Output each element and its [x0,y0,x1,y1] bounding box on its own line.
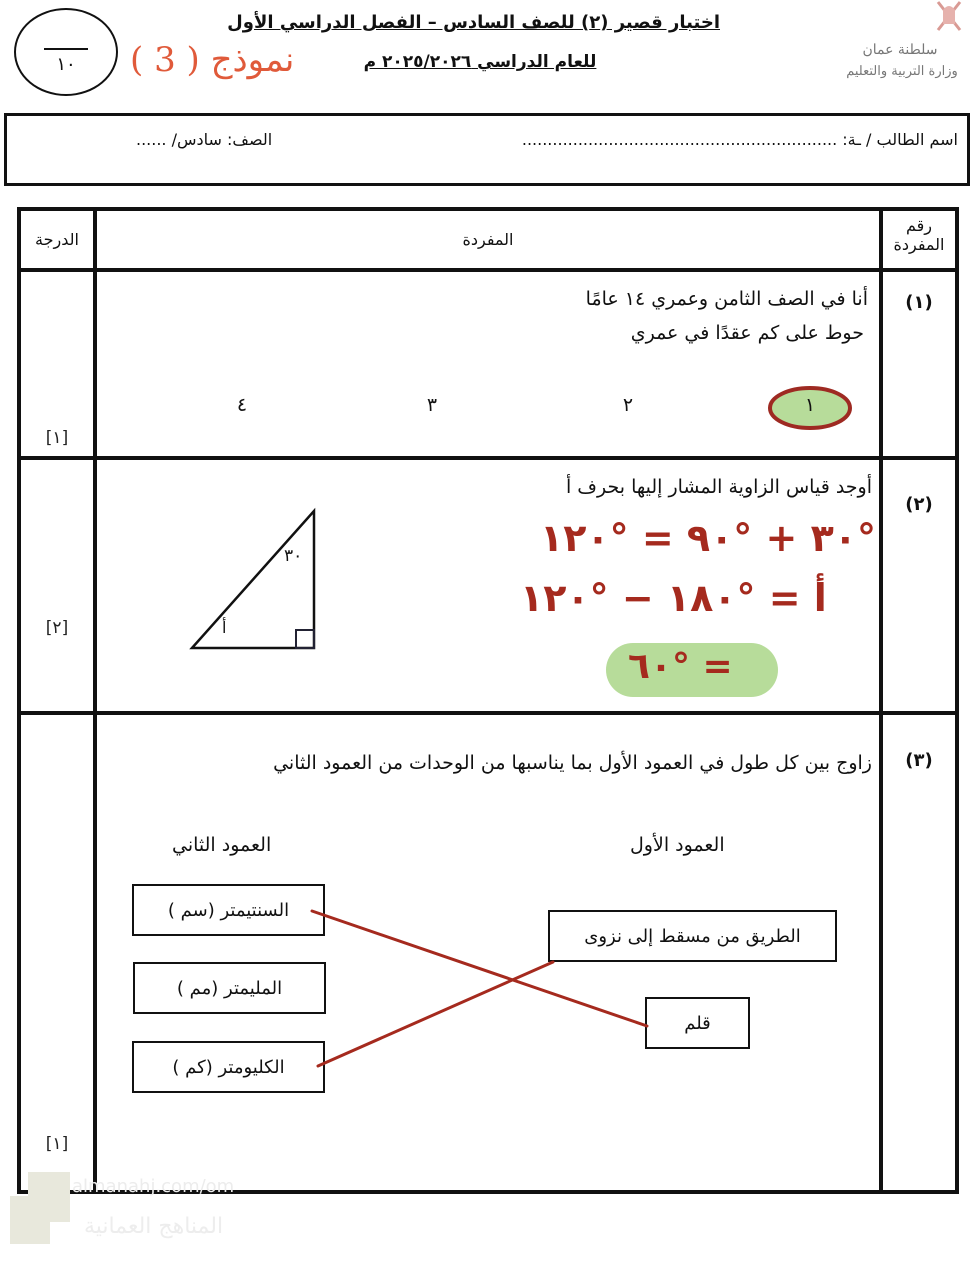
score-circle [14,8,118,96]
column-divider-number [879,207,883,1194]
unit-centimeter-box[interactable]: السنتيمتر (سم ) [132,884,325,936]
row-divider-1 [17,456,959,460]
handwritten-step-2: أ = °١٨٠ − °١٢٠ [520,576,827,620]
option-1[interactable]: ١ [804,394,816,416]
header-item-number-line2: المفردة [893,235,945,254]
header-item-number [886,216,952,254]
watermark-logo-square-2 [10,1196,50,1244]
header-row-divider [17,268,959,272]
option-2[interactable]: ٢ [622,394,634,416]
exam-title: اختبار قصير (٢) للصف السادس – الفصل الدراسي الأول [227,12,720,33]
length-road-box[interactable]: الطريق من مسقط إلى نزوى [548,910,837,962]
row-divider-2 [17,711,959,715]
column-divider-grade [93,207,97,1194]
handwritten-answer: = °٦٠ [628,646,733,687]
column1-title: العمود الأول [630,834,725,856]
question-number-2: (٢) [905,494,933,515]
question-number-1: (١) [905,292,933,313]
emblem-icon [938,2,960,30]
score-fraction-line [44,48,88,50]
handwritten-step-1: °٣٠ + °٩٠ = °١٢٠ [540,516,876,560]
watermark-name: المناهج العمانية [84,1214,224,1239]
match-line-pen-centimeter [312,911,647,1026]
logo-text-sultanate: سلطنة عمان [862,42,938,58]
question-1-text-line1: أنا في الصف الثامن وعمري ١٤ عامًا [585,288,868,310]
length-pen-box[interactable]: قلم [645,997,750,1049]
model-label: نموذج ( 3 ) [130,40,295,80]
student-class-field[interactable]: الصف: سادس/ ...... [136,130,273,149]
student-name-field[interactable]: اسم الطالب / ـة: .............................................................. [521,130,958,149]
option-4[interactable]: ٤ [236,394,248,416]
student-info-box [4,113,970,186]
matching-lines [300,900,660,1080]
unit-millimeter-box[interactable]: المليمتر (مم ) [133,962,326,1014]
score-total: ١٠ [56,54,76,75]
question-1-text-line2: حوط على كم عقدًا في عمري [630,322,864,344]
question-3-mark: [١] [45,1134,69,1154]
column2-title: العمود الثاني [172,834,272,856]
header-grade: الدرجة [35,230,79,249]
triangle-angle-30-label: ٣٠ [284,546,303,566]
question-2-mark: [٢] [45,618,69,638]
question-2-text: أوجد قياس الزاوية المشار إليها بحرف أ [565,476,872,498]
watermark-url: almanahj.com/om [72,1176,235,1197]
match-line-road-kilometer [318,962,553,1066]
right-triangle-diagram [186,505,321,655]
triangle-angle-unknown-label: أ [222,618,227,637]
question-1-mark: [١] [45,428,69,448]
unit-kilometer-box[interactable]: الكليومتر (كم ) [132,1041,325,1093]
question-number-3: (٣) [905,750,933,771]
option-3[interactable]: ٣ [426,394,438,416]
academic-year: للعام الدراسي ٢٠٢٥/٢٠٢٦ م [363,52,597,72]
question-3-text: زاوج بين كل طول في العمود الأول بما يناسبها من الوحدات من العمود الثاني [273,752,872,774]
header-item: المفردة [462,230,514,249]
logo-text-ministry: وزارة التربية والتعليم [846,64,958,79]
header-item-number-line1: رقم [905,216,933,235]
